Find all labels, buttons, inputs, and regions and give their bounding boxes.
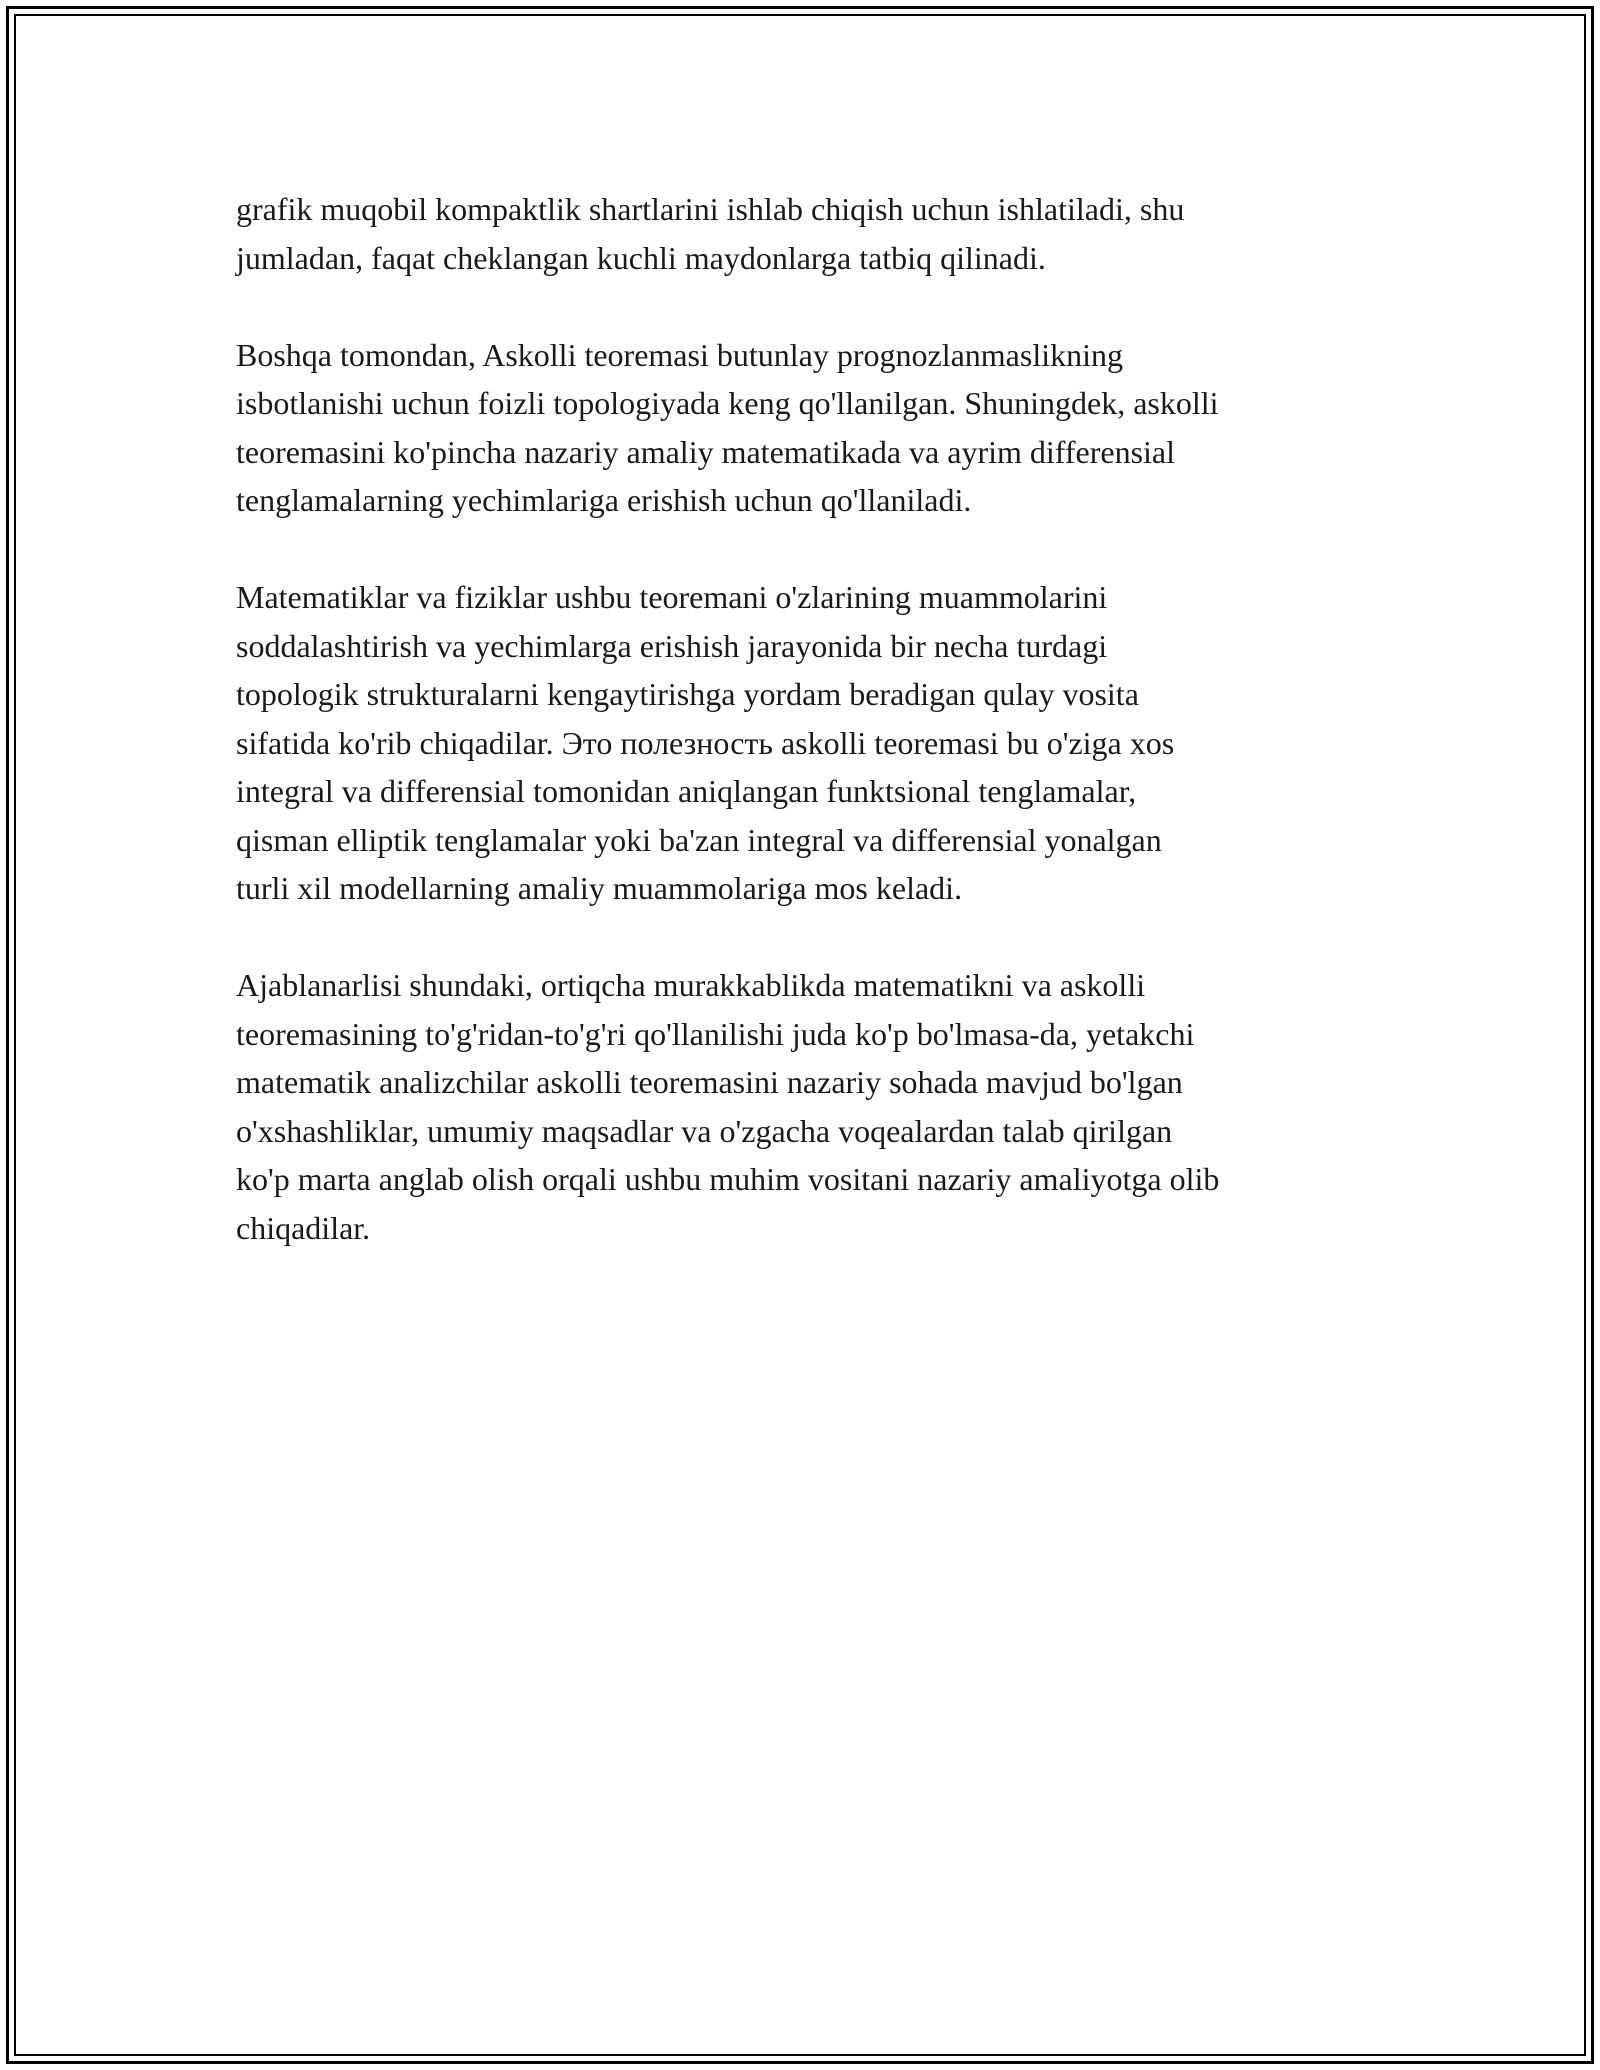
document-body [236, 185, 1386, 1301]
text-line: soddalashtirish va yechimlarga erishish jarayonida bir necha turdagi [236, 627, 1108, 664]
paragraph-3 [236, 573, 1386, 913]
text-line: integral va differensial tomonidan aniqlangan funktsional tenglamalar, [236, 773, 1137, 809]
text-line: Ajablanarlisi shundaki, ortiqcha murakkablikda matematikni va askolli [236, 967, 1146, 1003]
text-line: chiqadilar. [236, 1209, 371, 1246]
text-line: sifatida ko'rib chiqadilar. Это полезность askolli teoremasi bu o'ziga xos [236, 724, 1175, 761]
paragraph-1 [236, 185, 1386, 282]
text-line: matematik analizchilar askolli teoremasini nazariy sohada mavjud bo'lgan [236, 1064, 1183, 1100]
text-line: isbotlanishi uchun foizli topologiyada keng qo'llanilgan. Shuningdek, askolli [236, 385, 1219, 421]
text-line: turli xil modellarning amaliy muammolariga mos keladi. [236, 870, 963, 906]
text-line: Boshqa tomondan, Askolli teoremasi butunlay prognozlanmaslikning [236, 336, 1123, 373]
text-line: Matematiklar va fiziklar ushbu teoremani o'zlarining muammolarini [236, 579, 1108, 615]
text-line: ko'p marta anglab olish orqali ushbu muhim vositani nazariy amaliyotga olib [236, 1161, 1220, 1197]
text-line: qisman elliptik tenglamalar yoki ba'zan integral va differensial yonalgan [236, 821, 1162, 858]
paragraph-2 [236, 331, 1386, 525]
text-line: teoremasining to'g'ridan-to'g'ri qo'llanilishi juda ko'p bo'lmasa-da, yetakchi [236, 1015, 1195, 1052]
text-line: topologik strukturalarni kengaytirishga yordam beradigan qulay vosita [236, 676, 1139, 712]
text-line: teoremasini ko'pincha nazariy amaliy matematikada va ayrim differensial [236, 433, 1176, 470]
paragraph-4 [236, 961, 1386, 1252]
text-line: grafik muqobil kompaktlik shartlarini ishlab chiqish uchun ishlatiladi, shu [236, 191, 1185, 227]
text-line: tenglamalarning yechimlariga erishish uchun qo'llaniladi. [236, 482, 972, 518]
text-line: jumladan, faqat cheklangan kuchli maydonlarga tatbiq qilinadi. [236, 239, 1046, 276]
text-line: o'xshashliklar, umumiy maqsadlar va o'zgacha voqealardan talab qirilgan [236, 1112, 1173, 1149]
